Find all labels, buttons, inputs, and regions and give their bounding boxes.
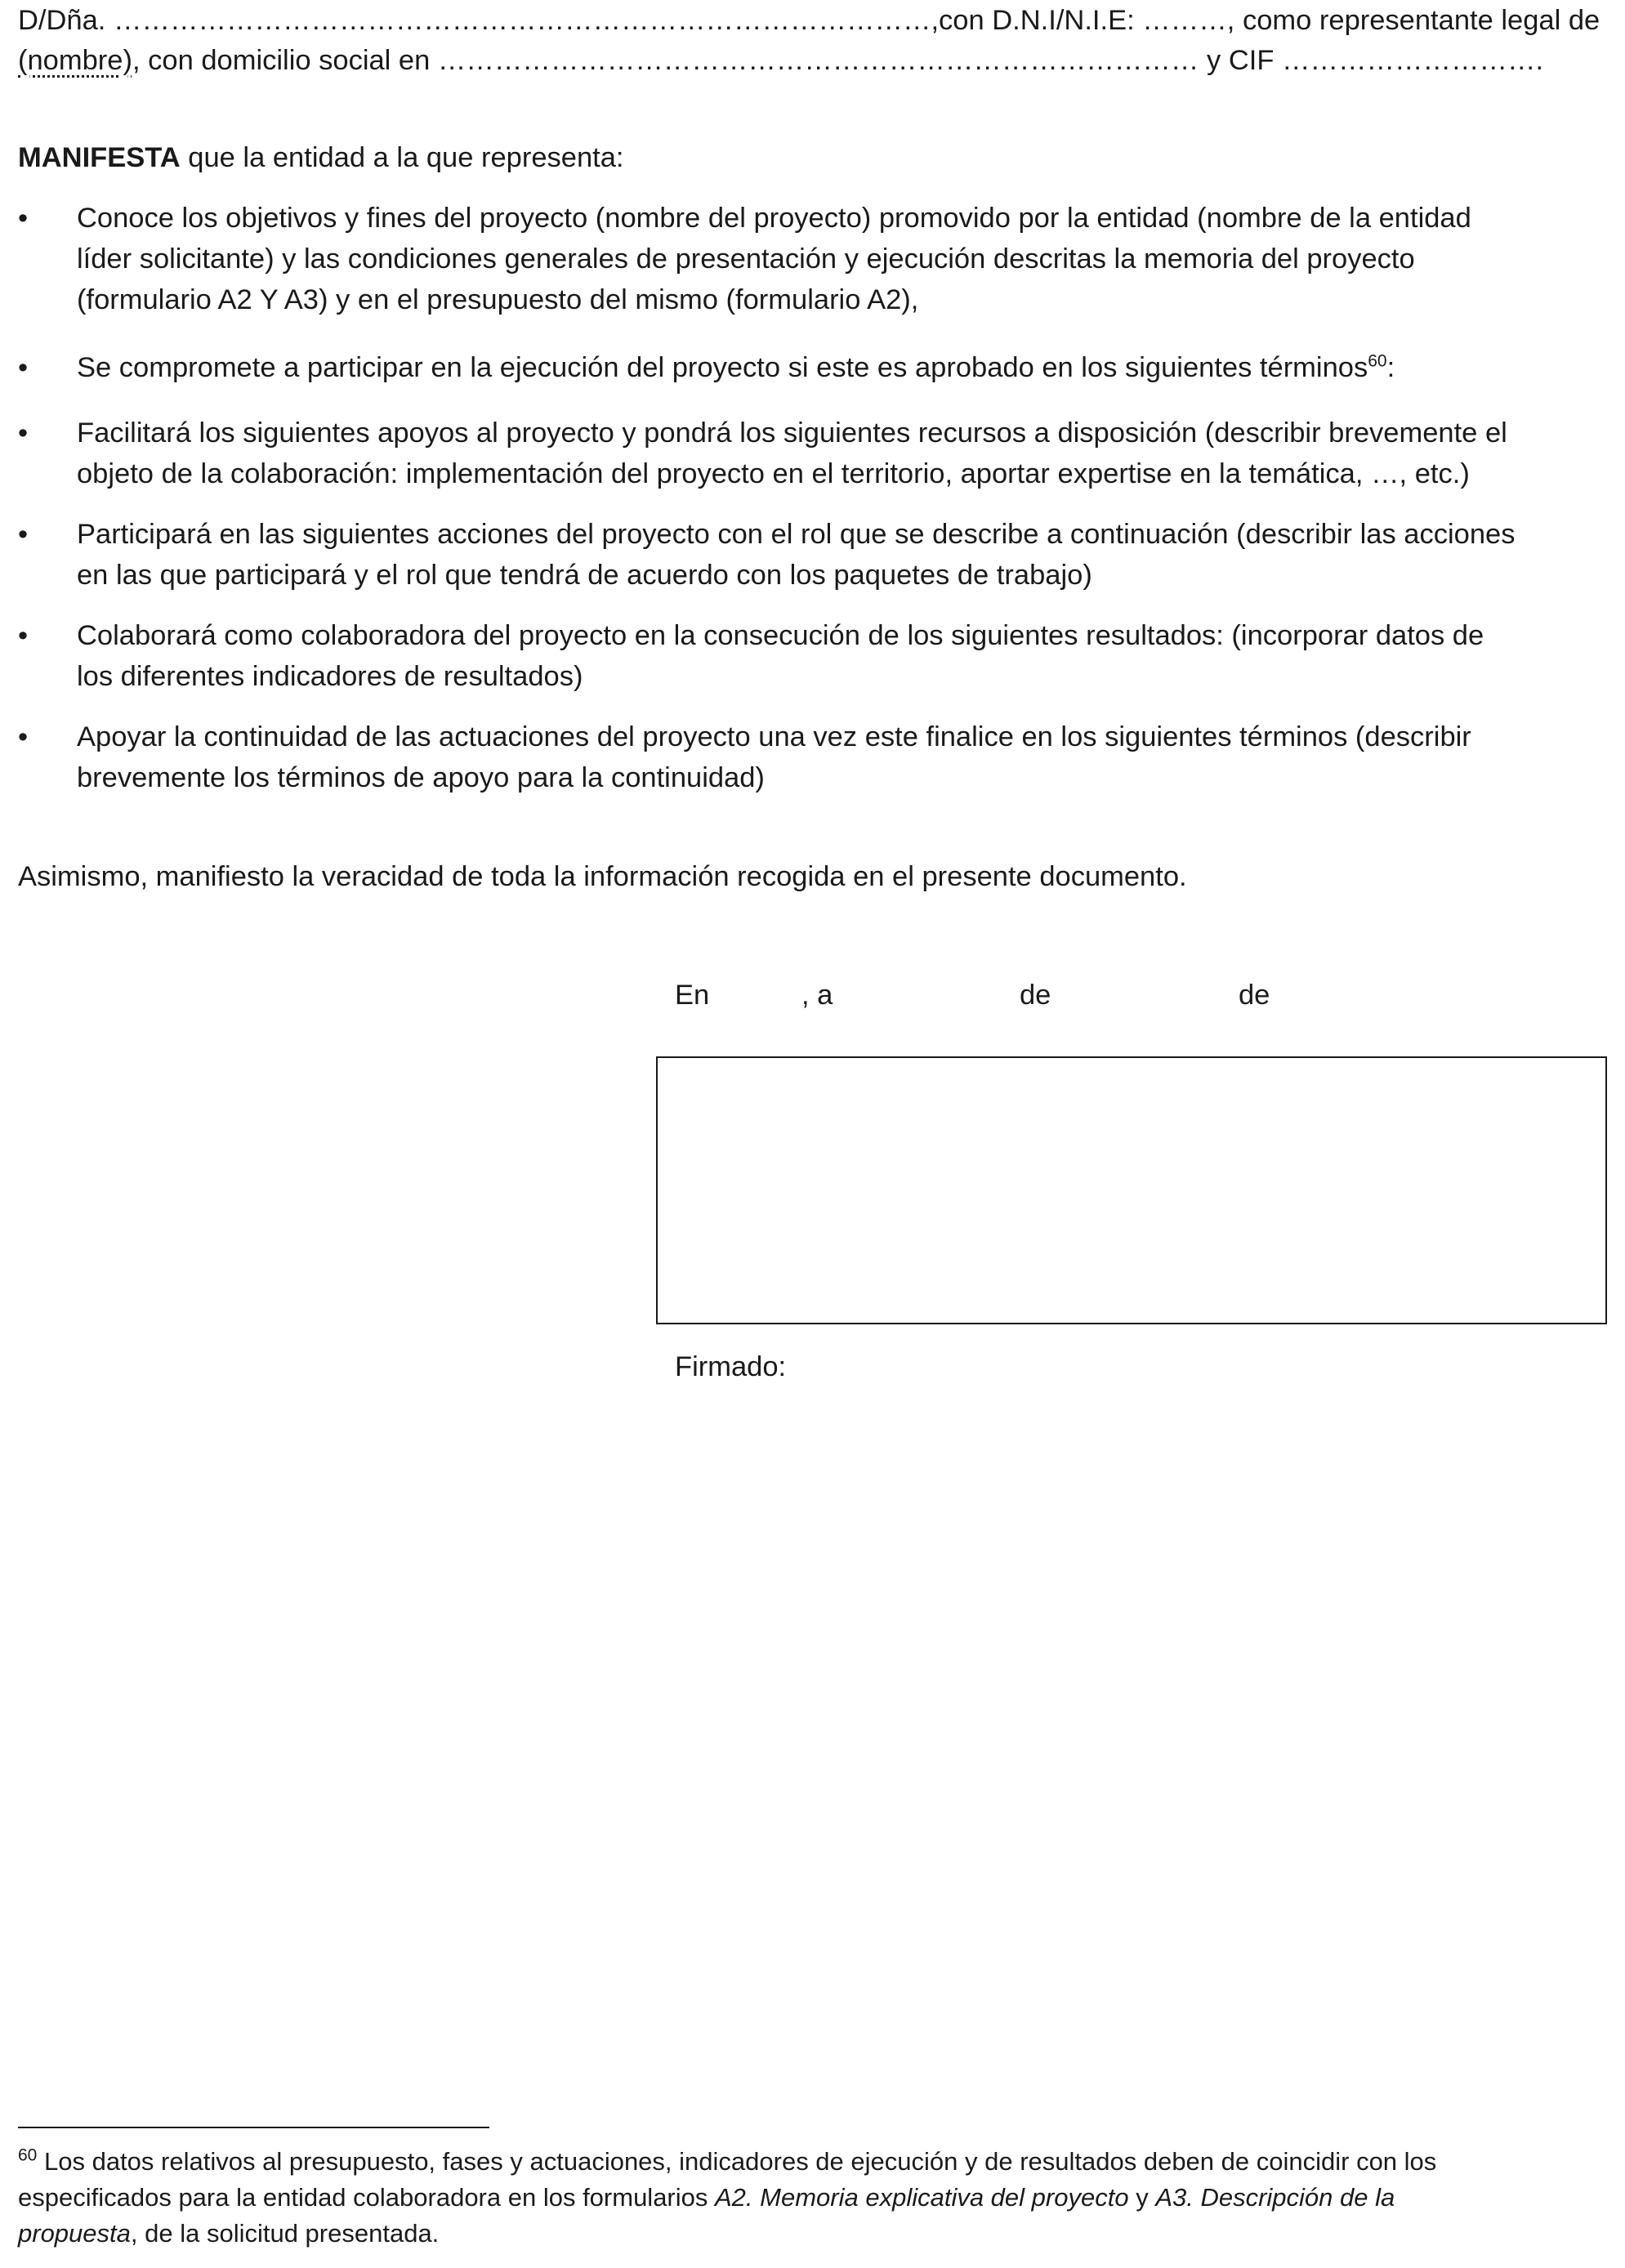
bullet-2-after: :: [1386, 352, 1395, 383]
bullet-dot-icon: •: [18, 203, 29, 234]
header-text-2: , con domicilio social en ……………………………………………………………………… y CIF ……………………….: [132, 45, 1544, 76]
footnote-text-3-post: , de la solicitud presentada.: [130, 2219, 440, 2248]
date-de-1: de: [1020, 980, 1051, 1011]
date-en: En: [675, 980, 710, 1011]
footnote-ref[interactable]: 60: [1368, 351, 1387, 371]
manifesta-line: [18, 137, 1595, 178]
bullet-dot-icon: •: [18, 417, 29, 449]
header-line-1: [18, 0, 1600, 41]
bullet-6-line-1: Apoyar la continuidad de las actuaciones del proyecto una vez este finalice en los siguientes términos (describir: [77, 721, 1471, 752]
bullet-3-line-2: objeto de la colaboración: implementación del proyecto en el territorio, aportar expertise en la temática, …, etc.): [77, 458, 1470, 489]
footnote-propuesta: propuesta: [18, 2219, 131, 2248]
bullet-6-line-2: brevemente los términos de apoyo para la continuidad): [77, 762, 765, 793]
manifesta-rest: que la entidad a la que representa:: [180, 142, 624, 173]
footnote-number: 60: [18, 2145, 38, 2165]
bullet-dot-icon: •: [18, 519, 29, 550]
bullet-1-line-2: líder solicitante) y las condiciones generales de presentación y ejecución descritas la memoria del proyecto: [77, 243, 1415, 275]
bullet-5-line-1: Colaborará como colaboradora del proyecto en la consecución de los siguientes resultados: (incorporar datos de: [77, 620, 1484, 651]
header-line-2: [18, 40, 1595, 81]
footnote-line-3: [18, 2216, 1595, 2252]
footnote-line-2: [18, 2180, 1595, 2216]
manifesta-bold: MANIFESTA: [18, 142, 181, 173]
footnote-ref-a3: A3. Descripción de la: [1155, 2183, 1395, 2212]
header-text-1: D/Dña. ……………………………………………………………………………,con D.N.I/N.I.E: ………, como representante legal de: [18, 5, 1600, 36]
asimismo-paragraph: [18, 856, 1595, 897]
bullet-1-line-3: (formulario A2 Y A3) y en el presupuesto del mismo (formulario A2),: [77, 284, 919, 315]
signature-box[interactable]: [656, 1056, 1607, 1324]
footnote-ref-a2: A2. Memoria explicativa del proyecto: [715, 2183, 1129, 2212]
bullet-dot-icon: •: [18, 352, 29, 383]
bullet-4-line-1: Participará en las siguientes acciones del proyecto con el rol que se describe a continuación (describir las acciones: [77, 519, 1516, 550]
footnote-text-2-pre: especificados para la entidad colaboradora en los formularios: [18, 2183, 715, 2212]
footnote-line-1: [18, 2144, 1595, 2180]
bullet-dot-icon: •: [18, 721, 29, 752]
footnote: [18, 2144, 1595, 2252]
bullet-1-line-1: Conoce los objetivos y fines del proyecto (nombre del proyecto) promovido por la entidad (nombre de la entidad: [77, 203, 1471, 234]
bullet-dot-icon: •: [18, 620, 29, 651]
bullet-4-line-2: en las que participará y el rol que tendrá de acuerdo con los paquetes de trabajo): [77, 560, 1092, 591]
footnote-separator: [18, 2127, 489, 2128]
firmado-label: Firmado:: [675, 1351, 787, 1382]
date-a: , a: [801, 980, 833, 1011]
asimismo-text: Asimismo, manifiesto la veracidad de toda la información recogida en el presente documento.: [18, 861, 1187, 892]
bullet-2-text: Se compromete a participar en la ejecución del proyecto si este es aprobado en los siguientes términos: [77, 352, 1368, 383]
bullet-5-line-2: los diferentes indicadores de resultados): [77, 661, 583, 692]
date-de-2: de: [1239, 980, 1270, 1011]
footnote-text-1: Los datos relativos al presupuesto, fases y actuaciones, indicadores de ejecución y de resultados deben de coincidir con los: [43, 2147, 1437, 2176]
nombre-placeholder: (nombre): [18, 45, 132, 76]
bullet-3-line-1: Facilitará los siguientes apoyos al proyecto y pondrá los siguientes recursos a disposición (describir brevemente el: [77, 417, 1507, 449]
footnote-text-2-mid: y: [1128, 2183, 1156, 2212]
